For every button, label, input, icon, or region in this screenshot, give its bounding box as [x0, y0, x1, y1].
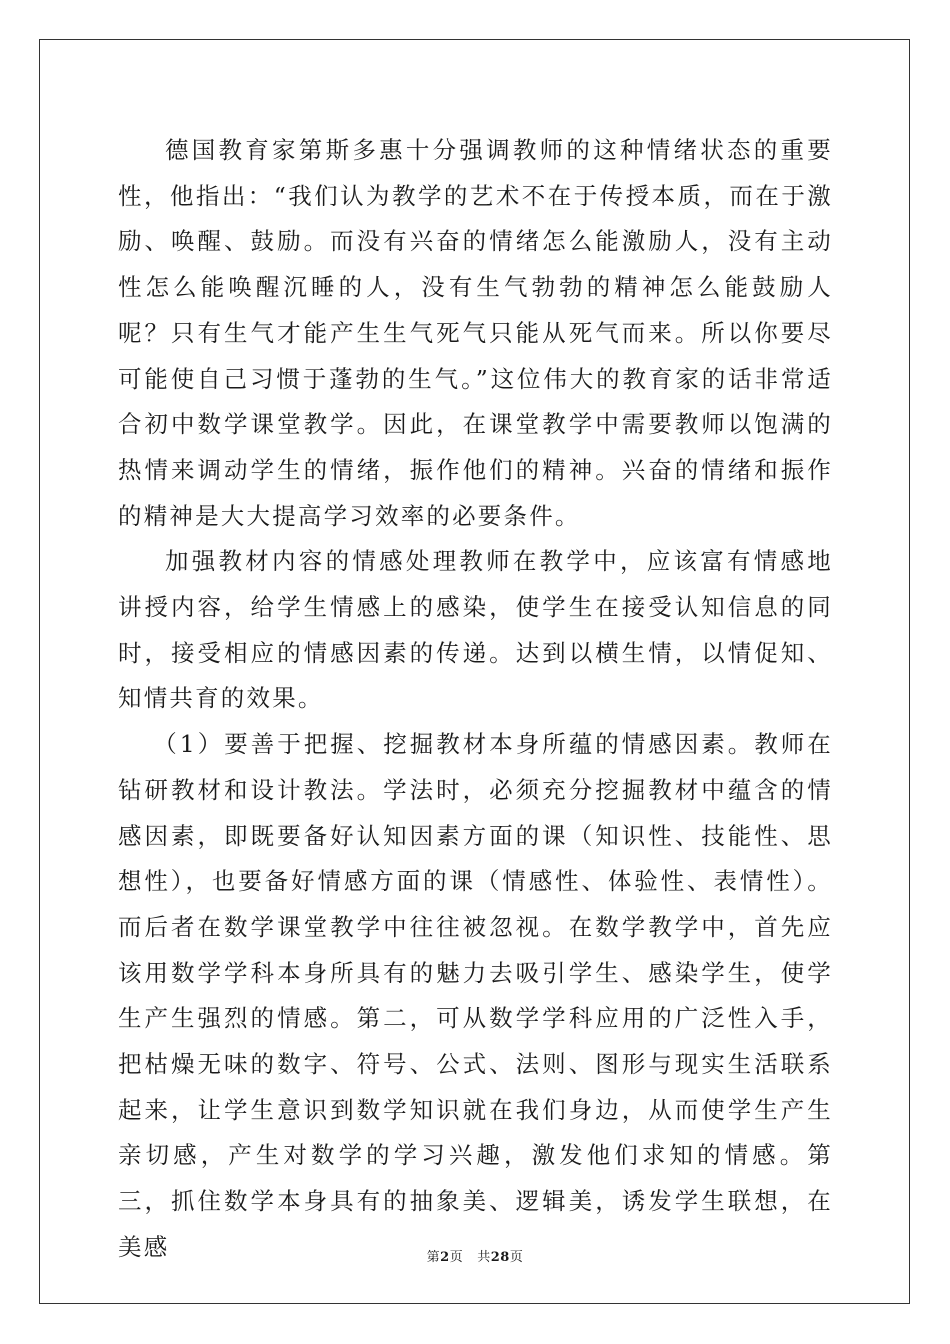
footer-page-number: 2 — [440, 1250, 450, 1265]
document-body — [118, 128, 833, 1271]
footer-total-pages: 28 — [490, 1250, 510, 1265]
footer-total-unit: 页 — [509, 1250, 524, 1265]
paragraph-point-1: （1）要善于把握、挖掘教材本身所蕴的情感因素。教师在钻研教材和设计教法。学法时，必须充分挖掘教材中蕴含的情感因素，即既要备好认知因素方面的课（知识性、技能性、思想性），也要备好情感方面的课（情感性、体验性、表情性）。而后者在数学课堂教学中往往被忽视。在数学教学中，首先应该用数学学科本身所具有的魅力去吸引学生、感染学生，使学生产生强烈的情感。第二，可从数学学科应用的广泛性入手，把枯燥无味的数字、符号、公式、法则、图形与现实生活联系起来，让学生意识到数学知识就在我们身边，从而使学生产生亲切感，产生对数学的学习兴趣，激发他们求知的情感。第三，抓住数学本身具有的抽象美、逻辑美，诱发学生联想，在美感 — [118, 730, 833, 1261]
footer-page-unit: 页 — [449, 1250, 464, 1265]
page-footer — [0, 1246, 950, 1265]
footer-page-prefix: 第 — [426, 1250, 441, 1265]
footer-total-prefix: 共 — [477, 1250, 491, 1265]
paragraph-textbook-emotion: 加强教材内容的情感处理教师在教学中，应该富有情感地讲授内容，给学生情感上的感染，使学生在接受认知信息的同时，接受相应的情感因素的传递。达到以横生情，以情促知、知情共育的效果。 — [118, 547, 833, 713]
paragraph-teacher-emotion: 德国教育家第斯多惠十分强调教师的这种情绪状态的重要性，他指出：“我们认为教学的艺术不在于传授本质，而在于激励、唤醒、鼓励。而没有兴奋的情绪怎么能激励人，没有主动性怎么能唤醒沉睡的人，没有生气勃勃的精神怎么能鼓励人呢？只有生气才能产生生气死气只能从死气而来。所以你要尽可能使自己习惯于蓬勃的生气。”这位伟大的教育家的话非常适合初中数学课堂教学。因此，在课堂教学中需要教师以饱满的热情来调动学生的情绪，振作他们的精神。兴奋的情绪和振作的精神是大大提高学习效率的必要条件。 — [118, 136, 833, 530]
